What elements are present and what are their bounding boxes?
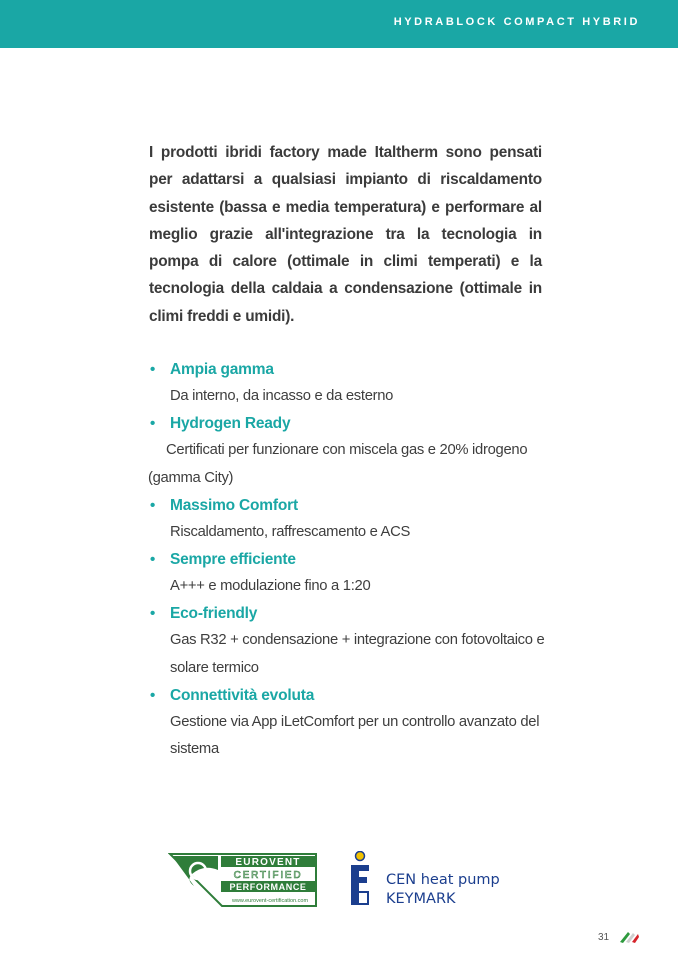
feature-description: Da interno, da incasso e da esterno [170,388,394,404]
header-band [0,0,678,48]
keymark-line1: CEN heat pump [386,872,500,888]
bullet-icon: • [150,605,156,623]
bullet-icon: • [150,496,156,514]
eurovent-line3: PERFORMANCE [229,882,307,892]
page-number: 31 [598,932,610,943]
feature-title [148,356,548,383]
feature-title [148,410,548,437]
header-title: HYDRABLOCK COMPACT HYBRID [393,16,640,28]
feature-item [148,546,548,600]
feature-item [148,600,548,682]
feature-list [148,356,548,764]
bullet-icon: • [150,687,156,705]
eurovent-logo [168,852,318,908]
feature-description: Gas R32 + condensazione + integrazione con fotovoltaico e solare termico [170,632,545,676]
feature-description: Certificati per funzionare con miscela gas e 20% idrogeno (gamma City) [148,442,528,486]
eurovent-line1: EUROVENT [235,857,301,868]
keymark-label [386,871,500,909]
feature-title-text: Eco-friendly [170,605,258,623]
feature-description: A+++ e modulazione fino a 1:20 [170,578,371,595]
feature-title [148,546,548,573]
bullet-icon: • [150,361,156,378]
feature-title [148,682,548,709]
feature-item [148,492,548,546]
feature-item [148,682,548,764]
feature-item [148,410,548,492]
bullet-icon: • [150,551,156,569]
feature-title-text: Hydrogen Ready [170,415,291,433]
eurovent-url: www.eurovent-certification.com [231,898,309,904]
feature-title-text: Connettività evoluta [170,687,315,705]
feature-item [148,356,548,410]
intro-paragraph: I prodotti ibridi factory made Italtherm sono pensati per adattarsi a qualsiasi impianto di riscaldamento esistente (bassa e media temperatura) e performare al meglio grazie all'integrazione tra la tecnologia in pompa di calore (ottimale in climi temperati) e la tecnologia della caldaia a condensazione (ottimale in climi freddi e umidi). [149,144,542,325]
feature-title-text: Massimo Comfort [170,496,298,514]
feature-title-text: Ampia gamma [170,361,274,378]
feature-description: Riscaldamento, raffrescamento e ACS [170,523,411,540]
feature-title [148,600,548,627]
feature-title-text: Sempre efficiente [170,551,296,569]
keymark-icon [349,851,373,907]
keymark-line2: KEYMARK [386,891,456,907]
bullet-icon: • [150,415,156,433]
italtherm-flag-icon [618,928,640,944]
feature-description: Gestione via App iLetComfort per un controllo avanzato del sistema [170,714,540,758]
eurovent-line2: CERTIFIED [233,870,303,881]
feature-title [148,492,548,519]
